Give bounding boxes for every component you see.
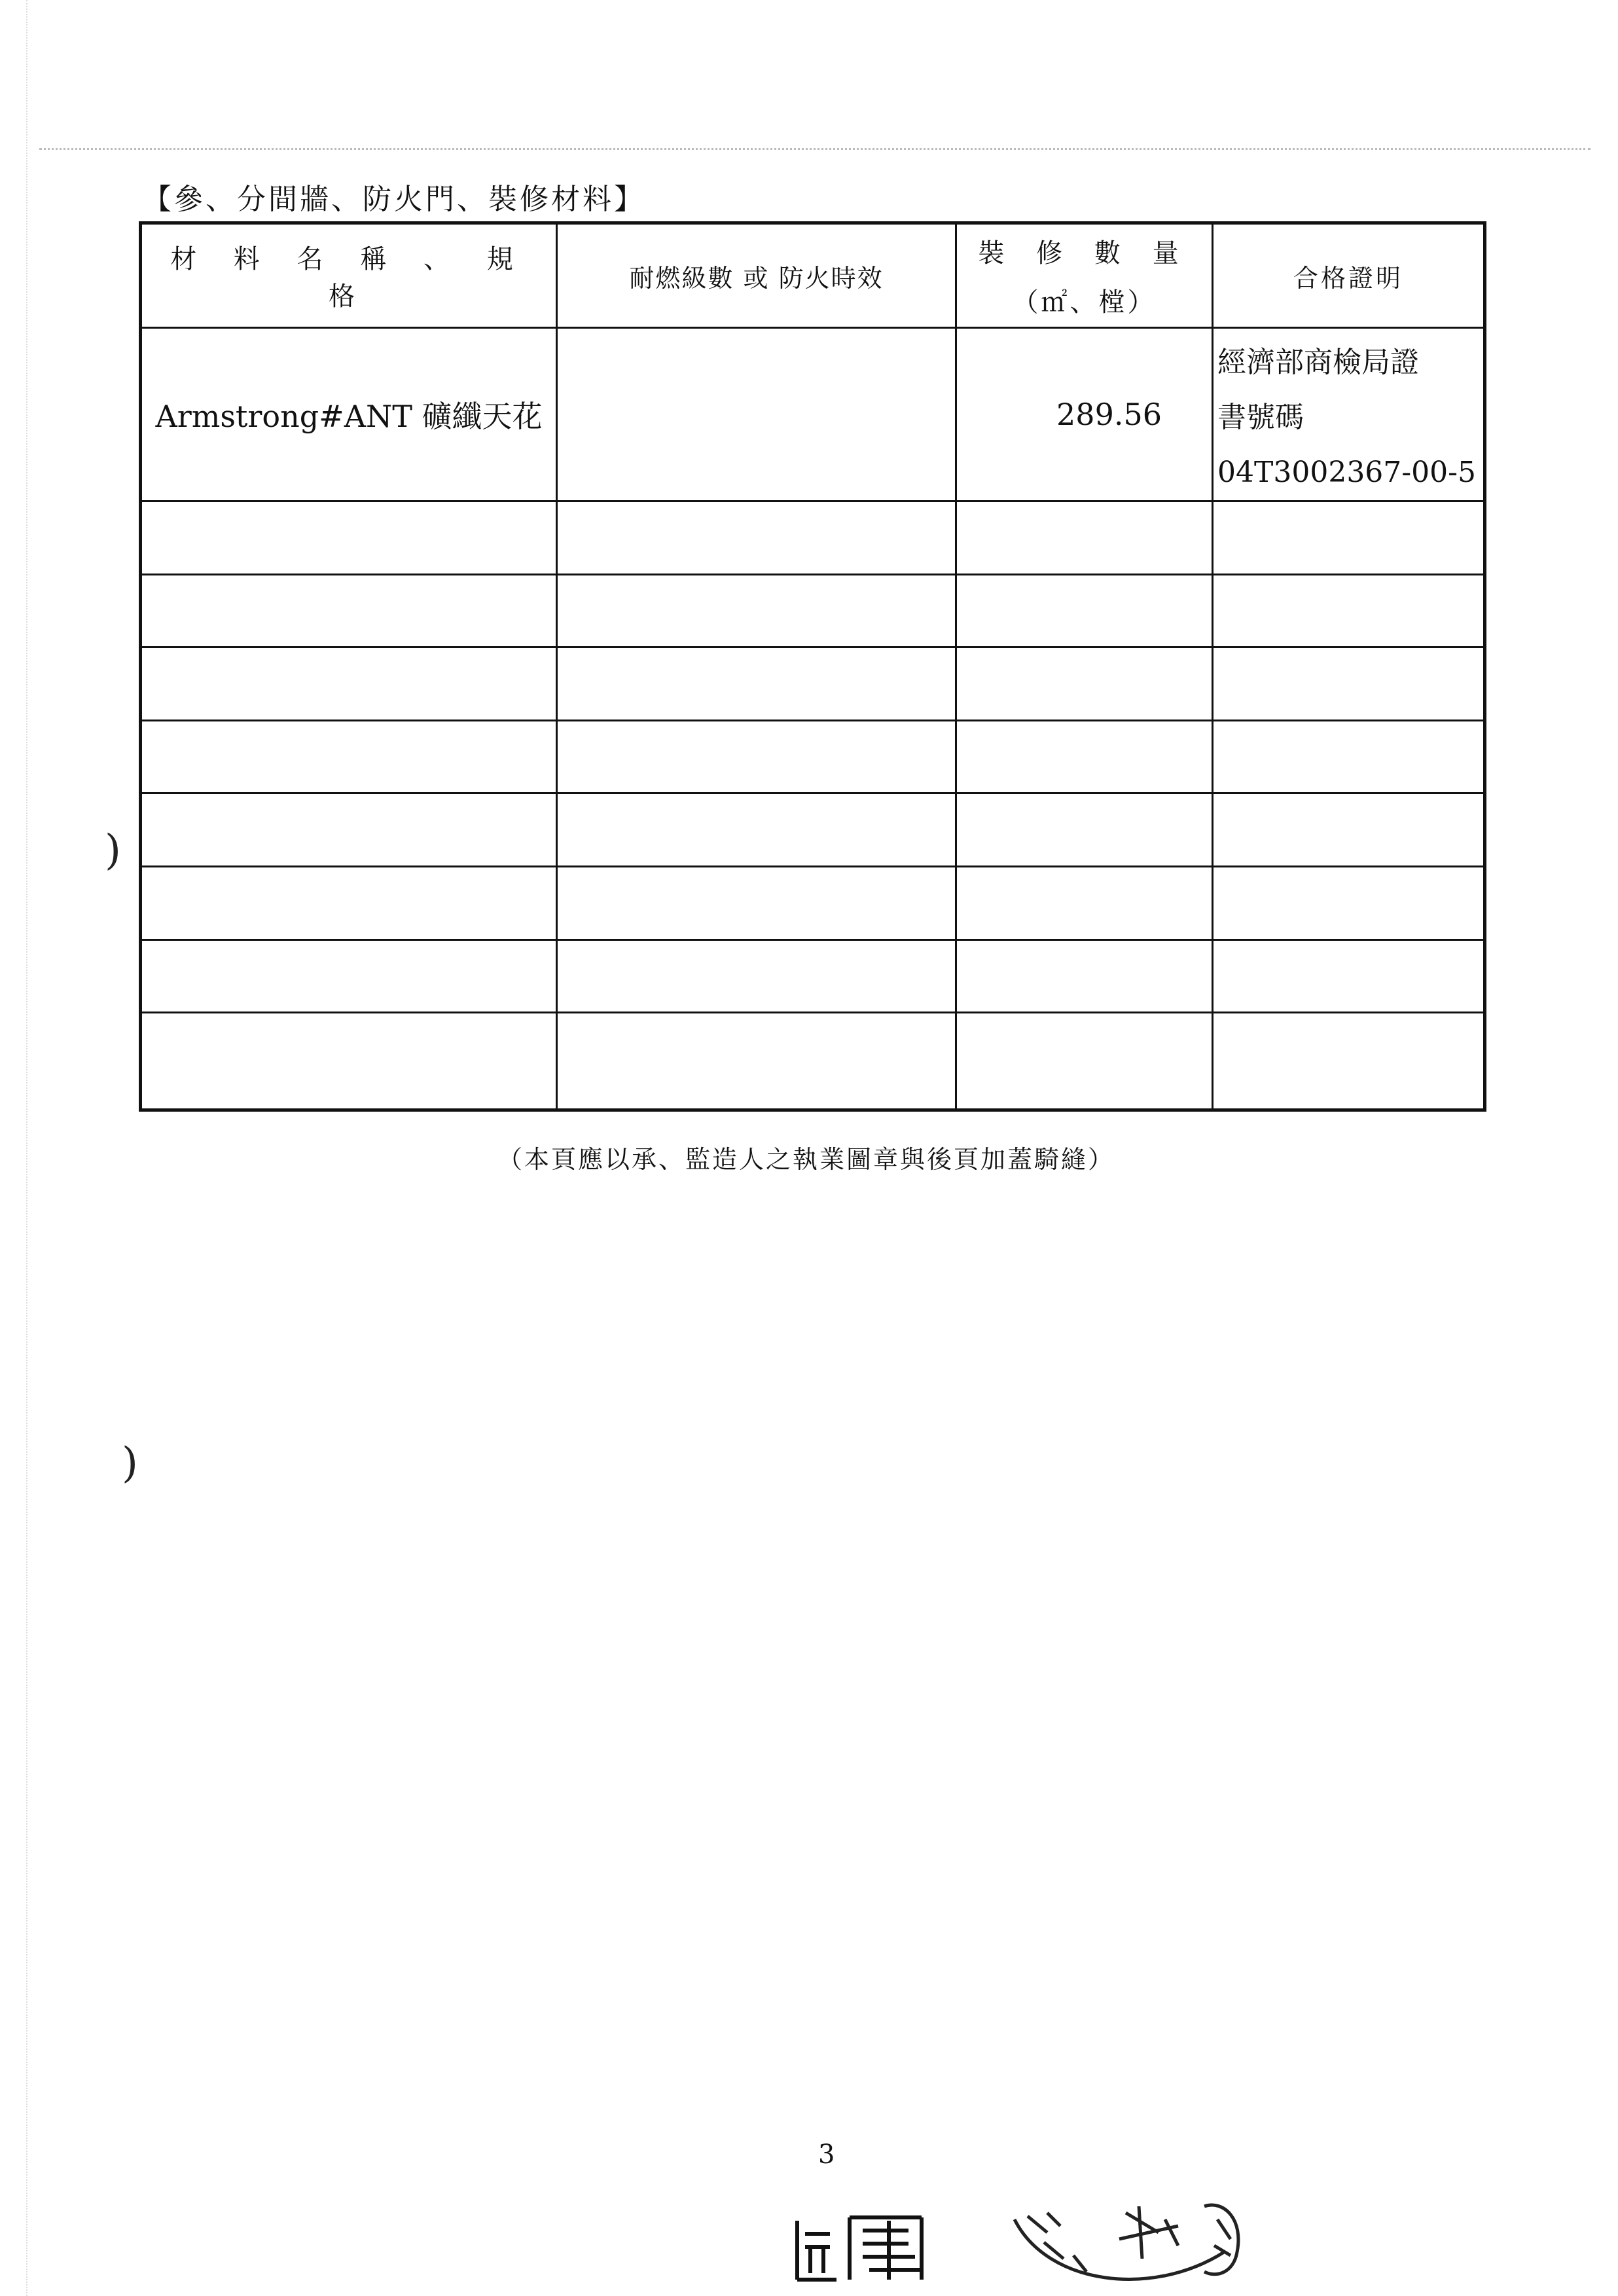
materials-table <box>139 221 1486 1112</box>
footer-note: （本頁應以承、監造人之執業圖章與後頁加蓋騎縫） <box>497 1145 1115 1174</box>
table-row-empty <box>141 866 1485 939</box>
table-row-empty <box>141 939 1485 1013</box>
table-row-empty <box>141 501 1485 575</box>
table-row-empty <box>141 793 1485 867</box>
table-row-empty <box>141 1013 1485 1110</box>
section-title: 【參、分間牆、防火門、裝修材料】 <box>143 183 645 216</box>
cell-certificate <box>1213 328 1485 501</box>
header-quantity-label: 裝 修 數 量 <box>978 238 1191 268</box>
header-quantity-unit: （㎡、樘） <box>1012 287 1157 318</box>
table-row-empty <box>141 574 1485 647</box>
scan-artifact-line <box>39 148 1591 150</box>
scan-left-edge <box>0 0 27 2296</box>
engineer-seal-stamp <box>791 2208 928 2285</box>
scan-bracket-mark: ) <box>122 1439 138 1487</box>
cell-quantity: 289.56 <box>956 328 1213 501</box>
page-number: 3 <box>818 2140 835 2170</box>
cell-fire-rating <box>557 328 956 501</box>
certificate-line-2: 書號碼 <box>1217 401 1304 434</box>
header-quantity <box>956 223 1213 328</box>
table-row-empty <box>141 647 1485 721</box>
table-row <box>141 328 1485 501</box>
header-fire-rating: 耐燃級數 或 防火時效 <box>557 223 956 328</box>
certificate-line-1: 經濟部商檢局證 <box>1217 346 1419 379</box>
certificate-line-3: 04T3002367-00-5 <box>1217 456 1477 489</box>
header-certificate: 合格證明 <box>1213 223 1485 328</box>
header-material: 材 料 名 稱 、 規 格 <box>141 223 557 328</box>
table-row-empty <box>141 720 1485 793</box>
table-header-row <box>141 223 1485 328</box>
supervisor-seal-stamp <box>1008 2193 1257 2291</box>
cell-material: Armstrong#ANT 礦纖天花 <box>141 328 557 501</box>
scan-bracket-mark: ) <box>105 826 121 875</box>
